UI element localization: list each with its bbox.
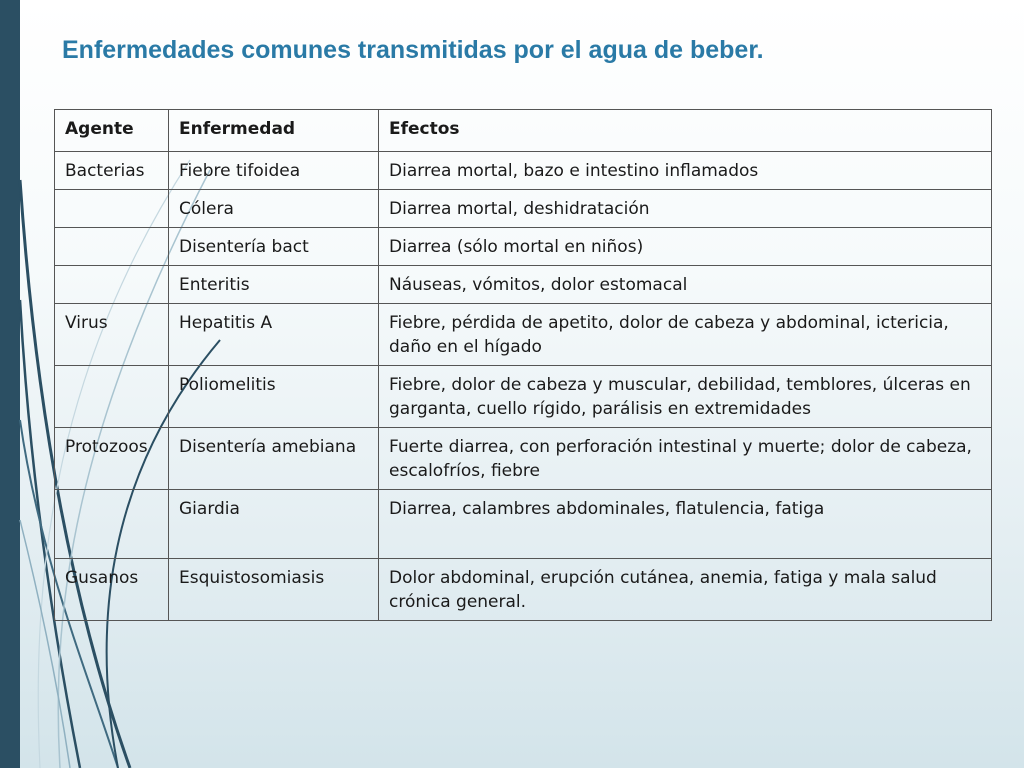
header-agente: Agente [55,110,169,152]
cell-effects: Dolor abdominal, erupción cutánea, anemia, fatiga y mala salud crónica general. [379,559,992,621]
cell-effects: Náuseas, vómitos, dolor estomacal [379,266,992,304]
cell-agent [55,190,169,228]
cell-effects: Diarrea (sólo mortal en niños) [379,228,992,266]
cell-disease: Poliomelitis [169,366,379,428]
table-row [55,152,992,190]
cell-agent [55,266,169,304]
table-row [55,304,992,366]
cell-agent [55,228,169,266]
table-row [55,490,992,559]
header-enfermedad: Enfermedad [169,110,379,152]
cell-disease: Esquistosomiasis [169,559,379,621]
table-row [55,366,992,428]
table-row [55,428,992,490]
cell-disease: Disentería amebiana [169,428,379,490]
cell-agent: Bacterias [55,152,169,190]
cell-disease: Hepatitis A [169,304,379,366]
cell-agent: Virus [55,304,169,366]
table-row [55,266,992,304]
header-efectos: Efectos [379,110,992,152]
cell-effects: Diarrea mortal, bazo e intestino inflamados [379,152,992,190]
slide-title: Enfermedades comunes transmitidas por el agua de beber. [62,36,764,64]
cell-disease: Cólera [169,190,379,228]
cell-effects: Fiebre, dolor de cabeza y muscular, debilidad, temblores, úlceras en garganta, cuello rígido, parálisis en extremidades [379,366,992,428]
cell-agent [55,366,169,428]
cell-disease: Fiebre tifoidea [169,152,379,190]
cell-effects: Fiebre, pérdida de apetito, dolor de cabeza y abdominal, ictericia, daño en el hígado [379,304,992,366]
diseases-table [54,109,992,621]
cell-agent: Gusanos [55,559,169,621]
cell-disease: Disentería bact [169,228,379,266]
table-row [55,190,992,228]
table-header-row [55,110,992,152]
cell-agent [55,490,169,559]
table-row [55,559,992,621]
cell-disease: Giardia [169,490,379,559]
cell-disease: Enteritis [169,266,379,304]
cell-effects: Diarrea, calambres abdominales, flatulencia, fatiga [379,490,992,559]
cell-effects: Diarrea mortal, deshidratación [379,190,992,228]
cell-agent: Protozoos [55,428,169,490]
cell-effects: Fuerte diarrea, con perforación intestinal y muerte; dolor de cabeza, escalofríos, fiebre [379,428,992,490]
table-row [55,228,992,266]
